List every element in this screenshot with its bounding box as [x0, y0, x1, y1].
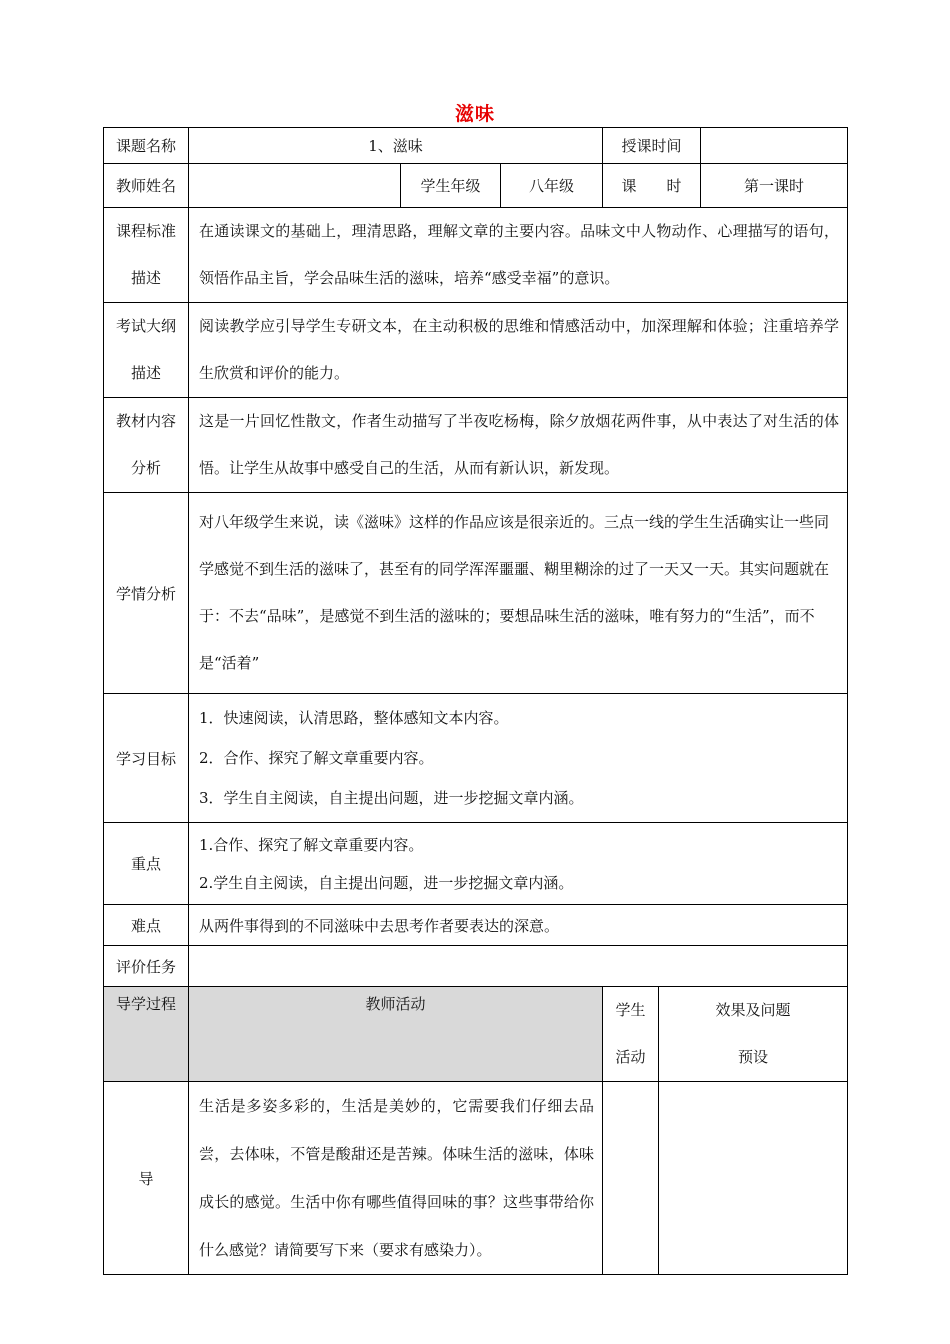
row-lead-in — [104, 1082, 848, 1275]
row-evaluation — [104, 946, 848, 987]
lead-in-text: 生活是多姿多彩的，生活是美妙的，它需要我们仔细去品尝，去体味，不管是酸甜还是苦辣。体味生活的滋味，体味成长的感觉。生活中你有哪些值得回味的事？这些事带给你什么感觉？请简要写下来（要求有感染力）。 — [189, 1082, 603, 1275]
objectives-list — [189, 694, 848, 823]
lead-in-student-cell — [603, 1082, 659, 1275]
grade-label: 学生年级 — [401, 164, 501, 208]
material-label-line1: 教材内容 — [115, 412, 176, 430]
topic-value: 1、滋味 — [189, 128, 603, 164]
curriculum-label-line2: 描述 — [130, 269, 161, 287]
student-activity-header-line1: 学生 — [615, 1001, 646, 1019]
curriculum-text: 在通读课文的基础上，理清思路，理解文章的主要内容。品味文中人物动作、心理描写的语句，领悟作品主旨，学会品味生活的滋味，培养“感受幸福”的意识。 — [189, 208, 848, 303]
lead-in-effect-cell — [659, 1082, 848, 1275]
students-text: 对八年级学生来说，读《滋味》这样的作品应该是很亲近的。三点一线的学生生活确实让一些同学感觉不到生活的滋味了，甚至有的同学浑浑噩噩、糊里糊涂的过了一天又一天。其实问题就在于：不去“品味”，是感觉不到生活的滋味的；要想品味生活的滋味，唯有努力的“生活”，而不是“活着” — [189, 493, 848, 694]
objective-item: 2．合作、探究了解文章重要内容。 — [199, 749, 434, 767]
lesson-plan-table — [103, 127, 848, 1275]
material-text: 这是一片回忆性散文，作者生动描写了半夜吃杨梅，除夕放烟花两件事，从中表达了对生活的体悟。让学生从故事中感受自己的生活，从而有新认识，新发现。 — [189, 398, 848, 493]
page-title: 滋味 — [454, 103, 495, 125]
grade-value: 八年级 — [501, 164, 603, 208]
row-difficulty — [104, 905, 848, 946]
key-points-list — [189, 823, 848, 905]
teacher-value — [189, 164, 401, 208]
objective-item: 3．学生自主阅读，自主提出问题，进一步挖掘文章内涵。 — [199, 789, 584, 807]
process-col-label: 导学过程 — [104, 987, 189, 1082]
row-objectives — [104, 694, 848, 823]
row-teacher — [104, 164, 848, 208]
curriculum-label-line1: 课程标准 — [115, 222, 176, 240]
lead-in-label: 导 — [104, 1082, 189, 1275]
teacher-label: 教师姓名 — [104, 164, 189, 208]
row-topic — [104, 128, 848, 164]
row-students — [104, 493, 848, 694]
student-activity-header — [603, 987, 659, 1082]
row-process-header — [104, 987, 848, 1082]
exam-label — [104, 303, 189, 398]
exam-label-line1: 考试大纲 — [115, 317, 176, 335]
student-activity-header-line2: 活动 — [615, 1048, 646, 1066]
curriculum-label — [104, 208, 189, 303]
row-exam — [104, 303, 848, 398]
key-point-item: 2.学生自主阅读，自主提出问题，进一步挖掘文章内涵。 — [199, 873, 574, 892]
time-value — [701, 128, 848, 164]
evaluation-text — [189, 946, 848, 987]
objectives-label: 学习目标 — [104, 694, 189, 823]
period-value: 第一课时 — [701, 164, 848, 208]
objective-item: 1．快速阅读，认清思路，整体感知文本内容。 — [199, 709, 509, 727]
effect-header — [659, 987, 848, 1082]
exam-label-line2: 描述 — [130, 364, 161, 382]
exam-text: 阅读教学应引导学生专研文本，在主动积极的思维和情感活动中，加深理解和体验；注重培养学生欣赏和评价的能力。 — [189, 303, 848, 398]
key-point-item: 1.合作、探究了解文章重要内容。 — [199, 835, 424, 854]
row-material — [104, 398, 848, 493]
row-curriculum — [104, 208, 848, 303]
difficulty-text: 从两件事得到的不同滋味中去思考作者要表达的深意。 — [189, 905, 848, 946]
time-label: 授课时间 — [603, 128, 701, 164]
effect-header-line2: 预设 — [738, 1048, 769, 1066]
period-label: 课 时 — [603, 164, 701, 208]
material-label-line2: 分析 — [130, 459, 161, 477]
teacher-activity-header: 教师活动 — [189, 987, 603, 1082]
students-label: 学情分析 — [104, 493, 189, 694]
row-key-points — [104, 823, 848, 905]
topic-label: 课题名称 — [104, 128, 189, 164]
material-label — [104, 398, 189, 493]
effect-header-line1: 效果及问题 — [715, 1001, 791, 1019]
difficulty-label: 难点 — [104, 905, 189, 946]
key-points-label: 重点 — [104, 823, 189, 905]
evaluation-label: 评价任务 — [104, 946, 189, 987]
